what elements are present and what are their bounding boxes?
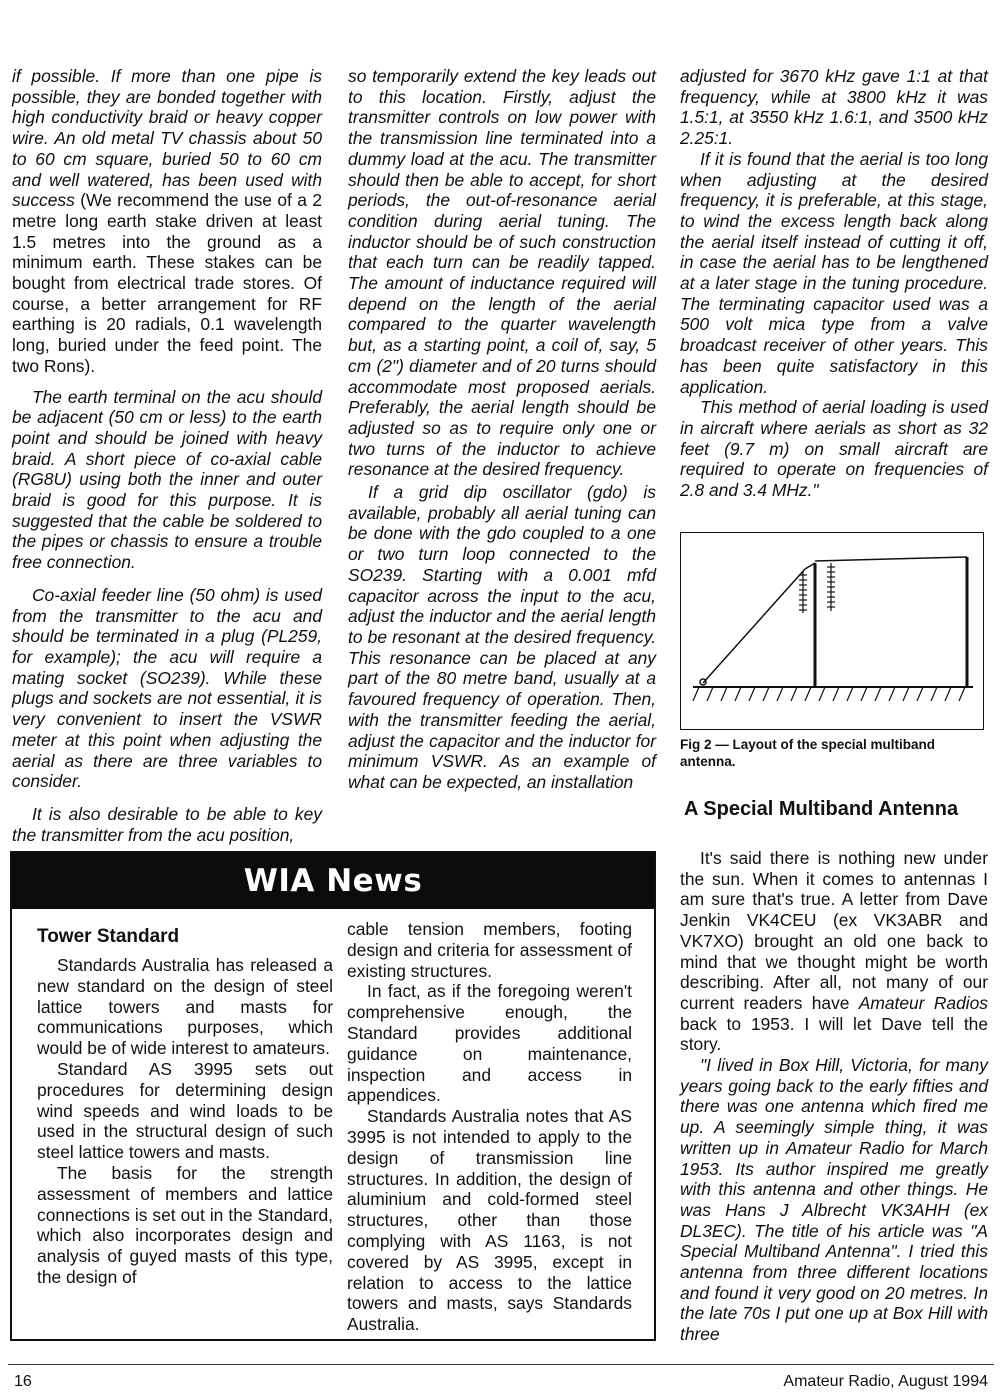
section-paragraph-1: It's said there is nothing new under the sun. When it comes to antennas I am sure that's true. A letter from Dave Jenkin VK4CEU (ex VK3ABR and VK7XO) brought an old one back to mind that we thought might be worth describing. After all, not many of our current readers have (680, 848, 988, 1013)
ground-hatching (693, 687, 965, 701)
article-column-2 (348, 66, 656, 793)
loading-coil-left (799, 571, 807, 613)
col2-paragraph-1: so temporarily extend the key leads out to this location. Firstly, adjust the transmitter controls on low power with the transmission line terminated into a dummy load at the acu. The transmitter should then be able to accept, for short periods, the out-of-resonance aerial condition during aerial tuning. The inductor should be of such construction that each turn can be readily tapped. The amount of inductance required will depend on the length of the aerial compared to the quarter wavelength but, as a starting point, a coil of, say, 5 cm (2") diameter and of 20 turns should accommodate most proposed aerials. Preferably, the aerial length should be adjusted so as to require only one or two turns of the inductor to achieve resonance at the desired frequency. (348, 66, 656, 480)
section-title: A Special Multiband Antenna (684, 798, 959, 820)
wia-left-paragraph-1: Standards Australia has released a new standard on the design of steel lattice towers and masts for communications purposes, which would be of wide interest to amateurs. (37, 955, 333, 1059)
wia-right-paragraph-3: Standards Australia notes that AS 3995 is not intended to apply to the design of transmission line structures. In addition, the design of aluminium and cold-formed steel structures, other than those complying with AS 1163, is not covered by AS 3995, except in relation to access to the lattice towers and masts, says Standards Australia. (347, 1106, 632, 1335)
wia-news-left-column (37, 925, 333, 1288)
col1-paragraph-1-editor-note: (We recommend the use of a 2 metre long earth stake driven at least 1.5 metres into the ground as a minimum earth. These stakes can be bought from electrical trade stores. Of course, a better arrangement for RF earthing is 20 radials, 0.1 wavelength long, buried under the feed point. The two Rons). (12, 190, 322, 376)
antenna-layout-figure (680, 532, 984, 730)
col2-paragraph-2: If a grid dip oscillator (gdo) is available, probably all aerial tuning can be done with the gdo coupled to a one or two turn loop connected to the SO239. Starting with a 0.001 mfd capacitor across the input to the acu, adjust the inductor and the aerial length to be resonant at the desired frequency. This resonance can be placed at any part of the 80 metre band, usually at a favoured frequency of operation. Then, with the transmitter feeding the aerial, adjust the capacitor and the inductor for minimum VSWR. As an example of what can be expected, an installation (348, 482, 656, 792)
section-paragraph-1-italic: Amateur Radios (858, 992, 988, 1013)
wia-news-box (10, 851, 656, 1341)
loading-coil-right (827, 563, 835, 611)
col3-paragraph-1: adjusted for 3670 kHz gave 1:1 at that frequency, while at 3800 kHz it was 1.5:1, at 3550 kHz 1.6:1, and 3500 kHz 2.25:1. (680, 66, 988, 149)
sloping-wire (703, 569, 805, 683)
section-paragraph-1-end: back to 1953. I will let Dave tell the story. (680, 1013, 988, 1055)
section-body (680, 848, 988, 1345)
col3-paragraph-2: If it is found that the aerial is too long when adjusting at the desired frequency, it is preferable, at this stage, to wind the excess length back along the aerial itself instead of cutting it off, in case the aerial has to be lengthened at a later stage in the tuning procedure. The terminating capacitor used was a 500 volt mica type from a valve broadcast receiver of other years. This has been quite satisfactory in this application. (680, 148, 988, 397)
tower-standard-title: Tower Standard (37, 926, 180, 947)
antenna-diagram (681, 533, 983, 729)
section-paragraph-2: "I lived in Box Hill, Victoria, for many years going back to the early fifties and there was one antenna which fired me up. A seemingly simple thing, it was written up in Amateur Radio for March 1953. Its author inspired me greatly with this antenna and other things. He was Hans J Albrecht VK3AHH (ex DL3EC). The title of his article was "A Special Multiband Antenna". I tried this antenna from three different locations and found it very good on 20 metres. In the late 70s I put one up at Box Hill with three (680, 1055, 988, 1345)
wia-right-paragraph-1: cable tension members, footing design and criteria for assessment of existing structures. (347, 919, 632, 981)
wia-news-header: WIA News (12, 853, 654, 909)
horizontal-wire (815, 557, 967, 561)
col1-paragraph-3: Co-axial feeder line (50 ohm) is used from the transmitter to the acu and should be terminated in a plug (PL259, for example); the acu will require a mating socket (SO239). While these plugs and sockets are not essential, it is very convenient to insert the VSWR meter at this point when adjusting the aerial as there are three variables to consider. (12, 584, 322, 792)
wia-news-right-column (347, 919, 632, 1335)
figure-caption: Fig 2 — Layout of the special multiband antenna. (680, 737, 936, 769)
article-column-3 (680, 66, 988, 501)
col1-paragraph-1: if possible. If more than one pipe is possible, they are bonded together with high conductivity braid or heavy copper wire. An old metal TV chassis about 50 to 60 cm square, buried 50 to 60 cm and well watered, has been used with success (12, 66, 322, 211)
page-number: 16 (14, 1373, 32, 1390)
wia-left-paragraph-2: Standard AS 3995 sets out procedures for determining design wind speeds and wind loads to be used in the structural design of such steel lattice towers and masts. (37, 1058, 333, 1163)
wia-left-paragraph-3: The basis for the strength assessment of members and lattice connections is set out in the Standard, which also incorporates design and analysis of guyed masts of this type, the design of (37, 1162, 333, 1287)
article-column-1 (12, 66, 322, 845)
col1-paragraph-2: The earth terminal on the acu should be adjacent (50 cm or less) to the earth point and should be joined with heavy braid. A short piece of co-axial cable (RG8U) using both the inner and outer braid is good for this purpose. It is suggested that the cable be soldered to the pipes or chassis to ensure a trouble free connection. (12, 386, 322, 573)
col3-paragraph-3: This method of aerial loading is used in aircraft where aerials as short as 32 feet (9.7 m) on small aircraft are required to operate on frequencies of 2.8 and 3.4 MHz." (680, 397, 988, 501)
footer-rule (8, 1364, 994, 1365)
publication-info: Amateur Radio, August 1994 (783, 1373, 988, 1390)
col1-paragraph-4: It is also desirable to be able to key the transmitter from the acu position, (12, 803, 322, 845)
wia-right-paragraph-2: In fact, as if the foregoing weren't comprehensive enough, the Standard provides additional guidance on maintenance, inspection and access in appendices. (347, 981, 632, 1106)
